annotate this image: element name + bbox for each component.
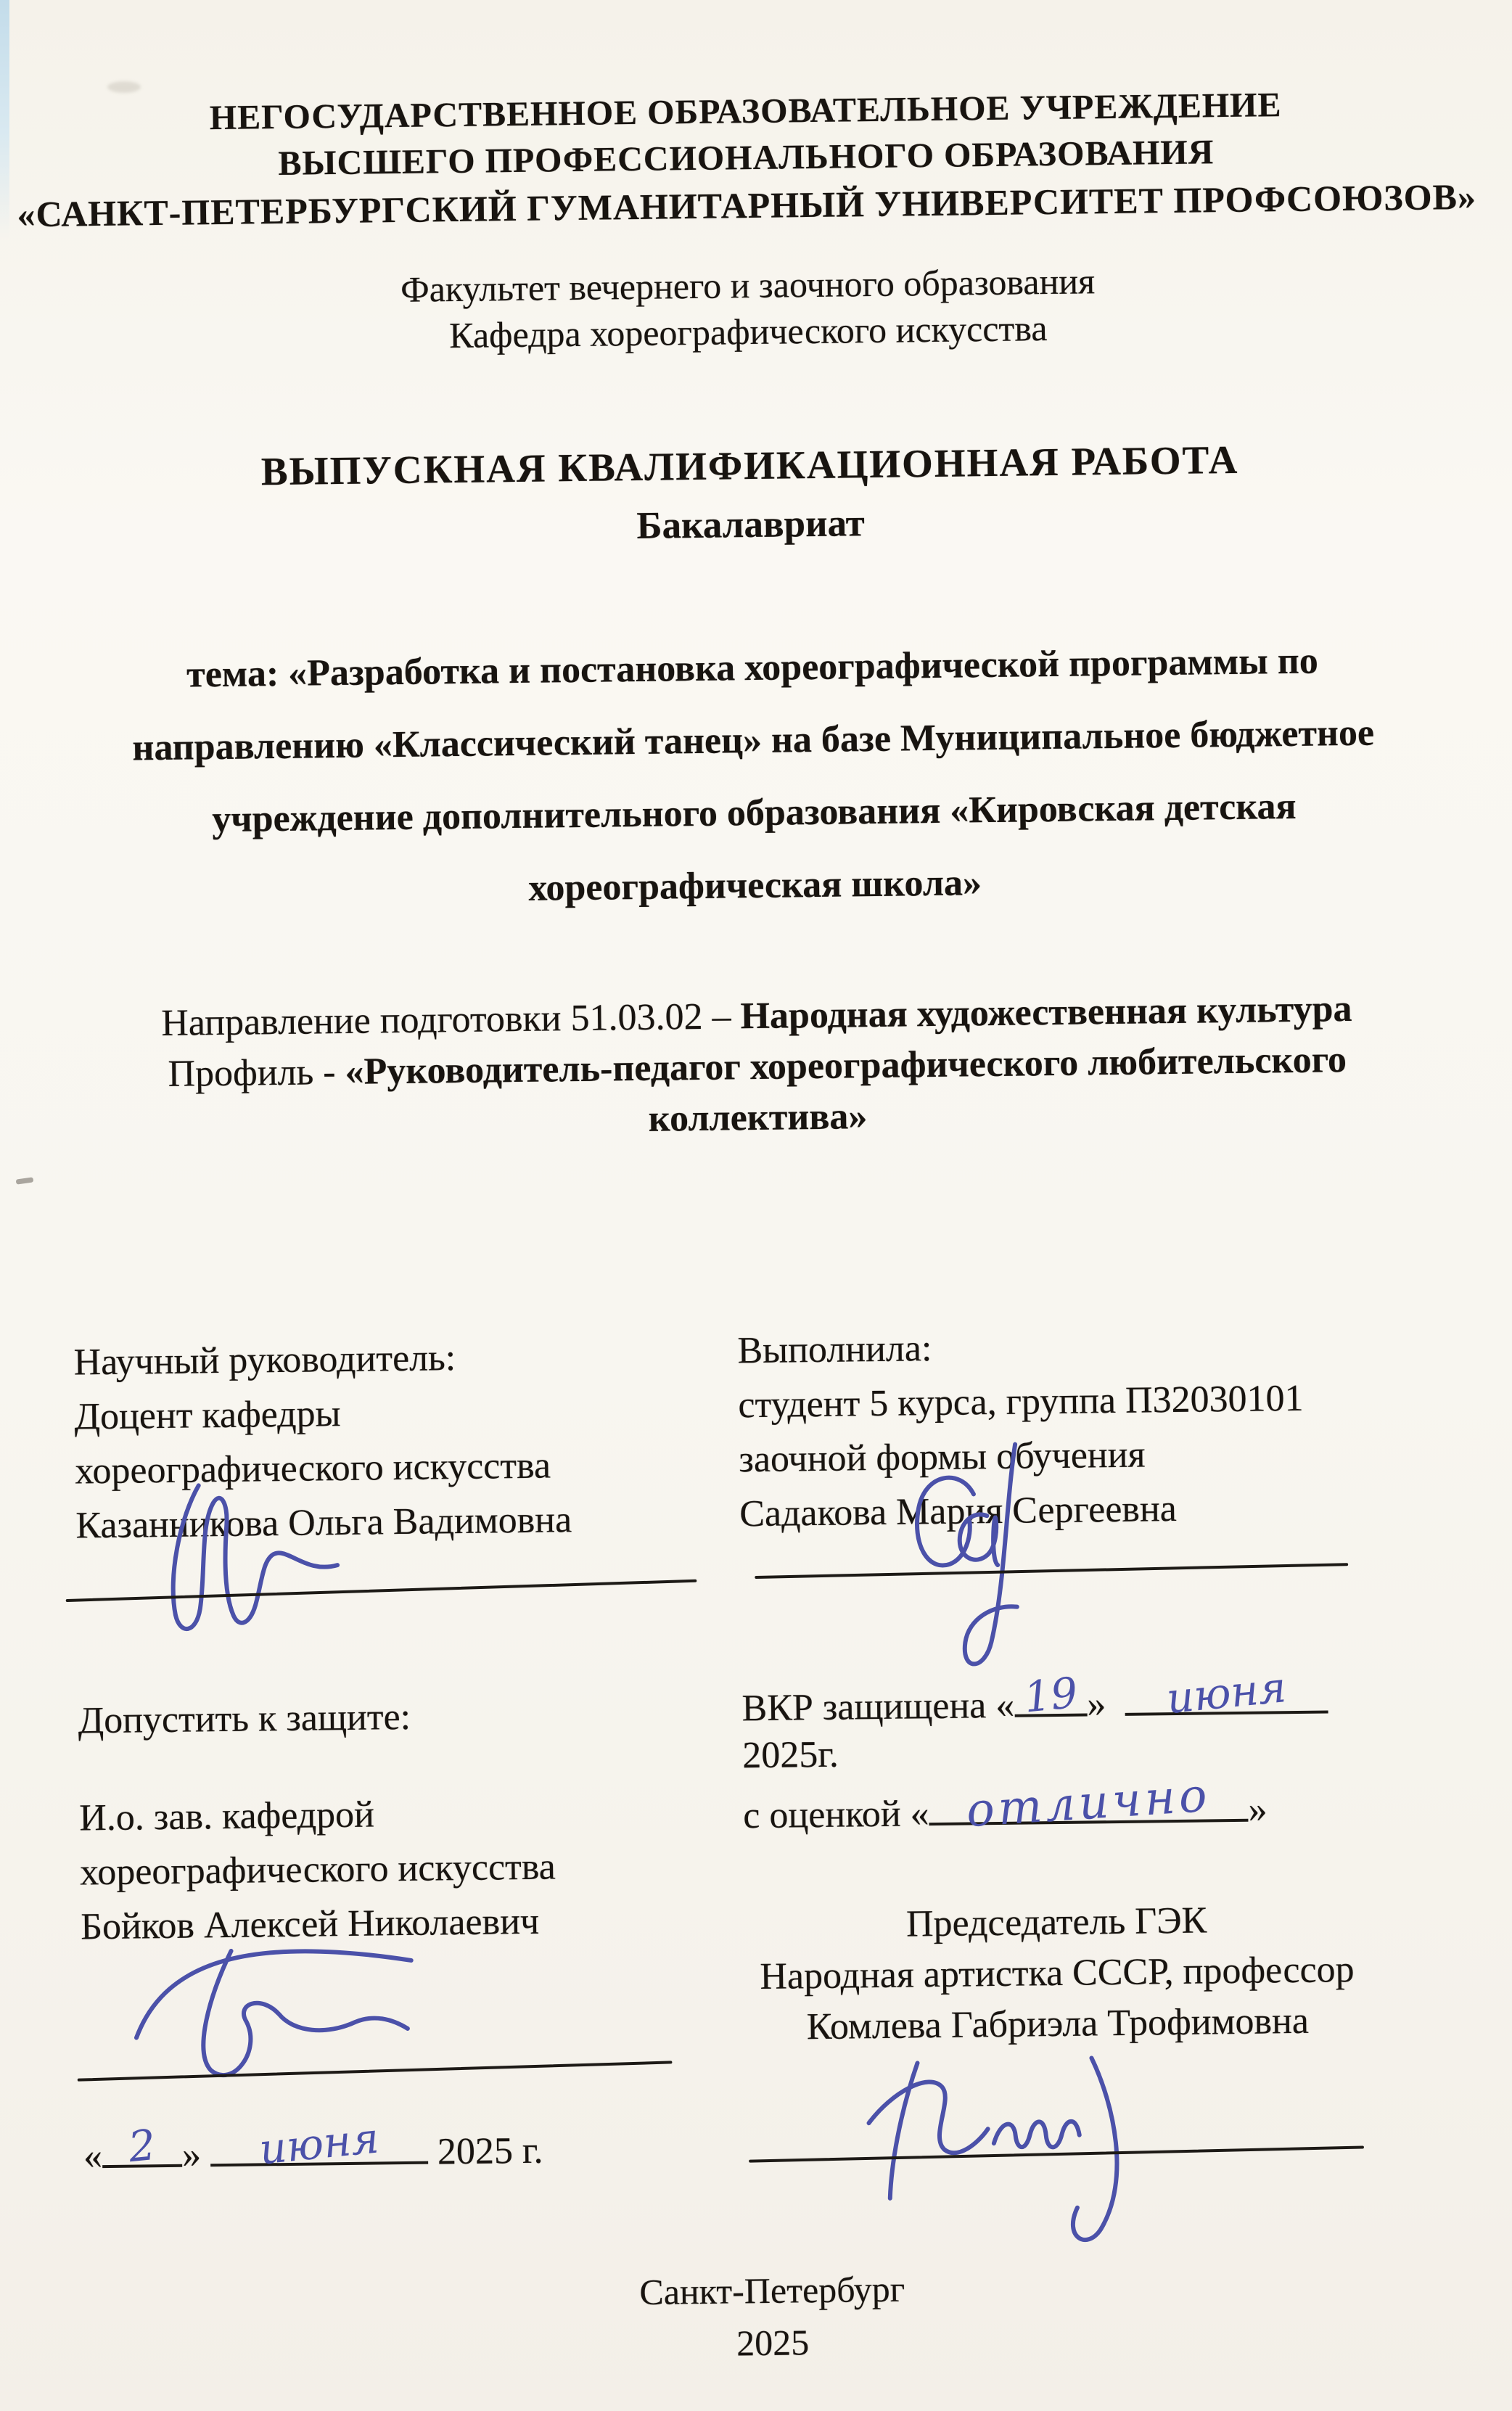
admission-date-open-quote: « <box>83 2135 103 2177</box>
admission-month-blank <box>210 2112 428 2174</box>
admission-day-handwritten: 2 <box>126 2119 158 2172</box>
admission-date-year: 2025 г. <box>437 2129 543 2173</box>
admission-name: Бойков Алексей Николаевич <box>80 1900 540 1948</box>
supervisor-signature <box>155 1471 353 1640</box>
direction-value: Народная художественная культура <box>740 987 1352 1038</box>
defended-year: 2025г. <box>741 1733 839 1777</box>
admit-label: Допустить к защите: <box>78 1696 411 1742</box>
theme-line-2: направлению «Классический танец» на базе Муниципальное бюджетное <box>132 712 1375 769</box>
profile-label: Профиль - <box>168 1051 345 1095</box>
admission-date-line <box>83 2112 737 2180</box>
department-line: Кафедра хореографического искусства <box>448 308 1048 356</box>
admission-position-line1: И.о. зав. кафедрой <box>78 1794 375 1839</box>
admission-date-close-quote: » <box>181 2134 202 2176</box>
defense-day-blank <box>1014 1667 1087 1722</box>
theme-line-4: хореографическая школа» <box>528 862 982 909</box>
student-signature <box>880 1437 1050 1678</box>
student-info-line2: заочной формы обучения <box>738 1434 1146 1481</box>
theme-line-1: тема: «Разработка и постановка хореографической программы по <box>186 640 1319 696</box>
chairman-title: Председатель ГЭК <box>905 1899 1207 1945</box>
student-name: Садакова Мария Сергеевна <box>739 1487 1178 1535</box>
defended-prefix: ВКР защищена « <box>741 1684 1015 1730</box>
admission-month-handwritten: июня <box>257 2112 382 2174</box>
footer-city: Санкт-Петербург <box>639 2268 905 2313</box>
theme-line-3: учреждение дополнительного образования «Кировская детская <box>211 785 1297 841</box>
work-title: ВЫПУСКНАЯ КВАЛИФИКАЦИОННАЯ РАБОТА <box>260 437 1239 494</box>
grade-suffix: » <box>1248 1788 1267 1831</box>
org-name-line1: НЕГОСУДАРСТВЕННОЕ ОБРАЗОВАТЕЛЬНОЕ УЧРЕЖДЕНИЕ <box>209 86 1282 138</box>
direction-label: Направление подготовки 51.03.02 – <box>160 995 741 1045</box>
defense-day-handwritten: 19 <box>1022 1667 1080 1722</box>
profile-value-line1: «Руководитель-педагог хореографического любительского <box>345 1039 1347 1093</box>
grade-handwritten: отлично <box>965 1768 1212 1839</box>
chairman-rank: Народная артистка СССР, профессор <box>760 1949 1355 1998</box>
student-info-line1: студент 5 курса, группа П32030101 <box>738 1377 1304 1426</box>
grade-blank <box>929 1768 1249 1839</box>
admission-position-line2: хореографического искусства <box>79 1846 556 1894</box>
defense-month-handwritten: июня <box>1164 1662 1289 1723</box>
defense-month-blank <box>1125 1662 1328 1723</box>
faculty-line: Факультет вечернего и заочного образования <box>400 260 1096 310</box>
supervisor-position-line1: Доцент кафедры <box>74 1393 341 1438</box>
defended-close-quote: » <box>1086 1683 1106 1725</box>
org-name-line2: ВЫСШЕГО ПРОФЕССИОНАЛЬНОГО ОБРАЗОВАНИЯ <box>278 133 1215 183</box>
supervisor-name: Казанникова Ольга Вадимовна <box>75 1499 572 1547</box>
org-name-line3: «САНКТ-ПЕТЕРБУРГСКИЙ ГУМАНИТАРНЫЙ УНИВЕРСИТЕТ ПРОФСОЮЗОВ» <box>17 176 1477 235</box>
chairman-signature <box>847 2030 1228 2252</box>
supervisor-role-label: Научный руководитель: <box>73 1337 456 1384</box>
student-signature-line <box>755 1563 1348 1579</box>
supervisor-position-line2: хореографического искусства <box>75 1445 551 1492</box>
defense-date-line <box>741 1662 1367 1779</box>
footer-year: 2025 <box>736 2322 810 2364</box>
chairman-name: Комлева Габриэла Трофимовна <box>806 2000 1310 2048</box>
grade-line <box>742 1768 1368 1840</box>
grade-prefix: с оценкой « <box>742 1793 929 1837</box>
degree-level: Бакалавриат <box>636 502 866 547</box>
admission-day-blank <box>102 2119 182 2172</box>
student-performed-label: Выполнила: <box>737 1328 932 1372</box>
profile-line-2: коллектива» <box>648 1096 868 1140</box>
